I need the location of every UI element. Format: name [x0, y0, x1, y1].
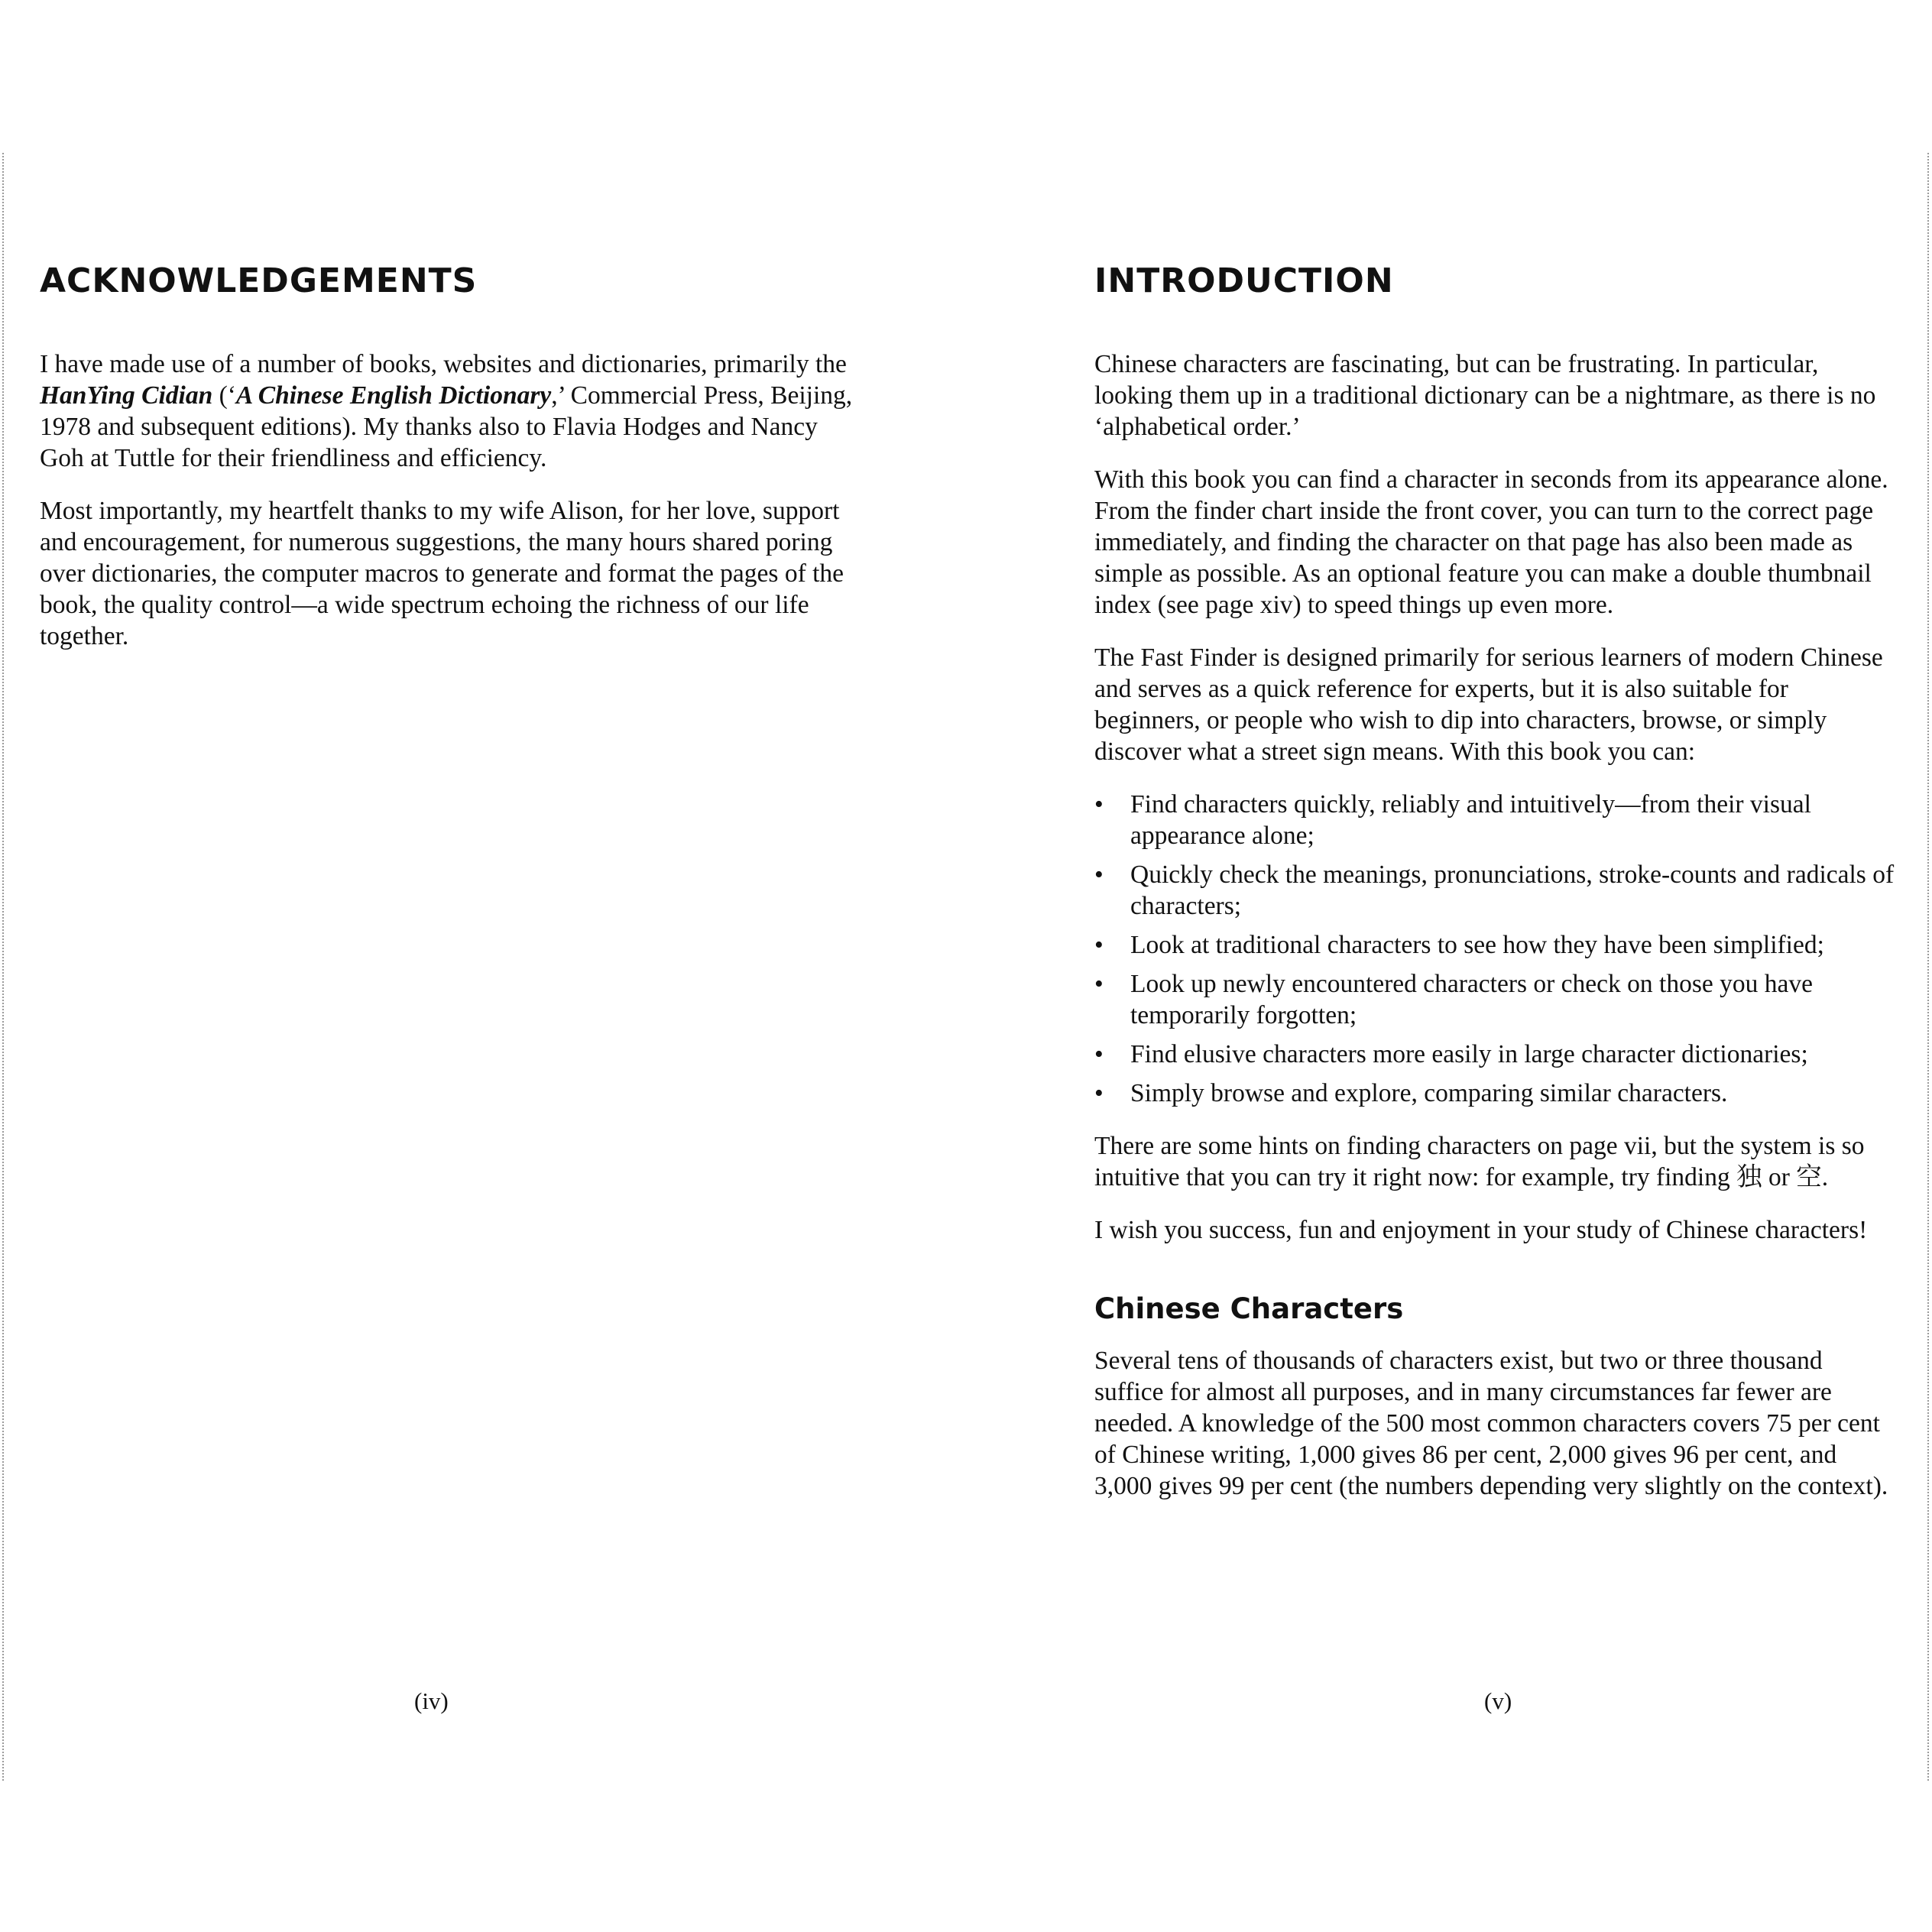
dictionary-subtitle: A Chinese English Dictionary — [235, 381, 552, 410]
bullet-icon: • — [1094, 970, 1104, 998]
left-page — [40, 0, 857, 1932]
list-item-text: Quickly check the meanings, pronunciations, stroke-counts and radicals of characters; — [1130, 861, 1895, 920]
page-number-right: (v) — [1484, 1687, 1512, 1714]
p1-quote-open: (‘ — [212, 381, 236, 410]
chinese-characters-subheading: Chinese Characters — [1094, 1292, 1404, 1325]
left-page-edge — [2, 153, 4, 1781]
list-item — [1094, 859, 1897, 922]
right-page-edge — [1927, 153, 1929, 1781]
introduction-body — [1094, 348, 1897, 1523]
list-item-text: Find elusive characters more easily in large character dictionaries; — [1130, 1040, 1808, 1068]
list-item — [1094, 1078, 1897, 1109]
chinese-characters-paragraph: Several tens of thousands of characters exist, but two or three thousand suffice for almost all purposes, and in many circumstances far fewer are needed. A knowledge of the 500 most common characters covers 75 per cent of Chinese writing, 1,000 gives 86 per cent, 2,000 gives 96 per cent, and 3,000 gives 99 per cent (the numbers depending very slightly on the context). — [1094, 1347, 1888, 1500]
dictionary-title: HanYing Cidian — [40, 381, 213, 410]
bullet-icon: • — [1094, 931, 1104, 959]
p1-text-after-title: ,’ Commercial Press, Beijing, 1978 and subsequent editions). My thanks also to Flavia Hodges and Nancy Goh at Tuttle for their friendliness and efficiency. — [40, 381, 853, 472]
bullet-icon: • — [1094, 1040, 1104, 1068]
bullet-icon: • — [1094, 790, 1104, 819]
list-item — [1094, 968, 1897, 1031]
acknowledgements-paragraph-1 — [40, 348, 857, 474]
list-item — [1094, 929, 1897, 961]
acknowledgements-paragraph-2: Most importantly, my heartfelt thanks to my wife Alison, for her love, support and encouragement, for numerous suggestions, the many hours shared poring over dictionaries, the computer macros to generate and format the pages of the book, the quality control—a wide spectrum echoing the richness of our life together. — [40, 497, 844, 650]
list-item-text: Look at traditional characters to see how they have been simplified; — [1130, 931, 1824, 959]
list-item-text: Simply browse and explore, comparing similar characters. — [1130, 1079, 1728, 1107]
list-item-text: Find characters quickly, reliably and intuitively—from their visual appearance alone; — [1130, 790, 1811, 850]
introduction-paragraph-3: The Fast Finder is designed primarily for serious learners of modern Chinese and serves as a quick reference for experts, but it is also suitable for beginners, or people who wish to dip into characters, browse, or simply discover what a street sign means. With this book you can: — [1094, 643, 1883, 766]
introduction-paragraph-1: Chinese characters are fascinating, but can be frustrating. In particular, looking them up in a traditional dictionary can be a nightmare, as there is no ‘alphabetical order.’ — [1094, 350, 1876, 441]
list-item — [1094, 789, 1897, 851]
bullet-icon: • — [1094, 861, 1104, 889]
features-list — [1094, 789, 1897, 1109]
acknowledgements-body — [40, 348, 857, 673]
introduction-paragraph-5: I wish you success, fun and enjoyment in your study of Chinese characters! — [1094, 1216, 1868, 1244]
acknowledgements-heading: ACKNOWLEDGEMENTS — [40, 261, 478, 300]
list-item — [1094, 1039, 1897, 1070]
right-page — [1094, 0, 1897, 1932]
introduction-heading: INTRODUCTION — [1094, 261, 1394, 300]
introduction-paragraph-4: There are some hints on finding characters on page vii, but the system is so intuitive that you can try it right now: for example, try finding 独 or 空. — [1094, 1132, 1865, 1191]
list-item-text: Look up newly encountered characters or check on those you have temporarily forgotten; — [1130, 970, 1813, 1029]
page-number-left: (iv) — [414, 1687, 449, 1714]
introduction-paragraph-2: With this book you can find a character in seconds from its appearance alone. From the finder chart inside the front cover, you can turn to the correct page immediately, and finding the character on that page has also been made as simple as possible. As an optional feature you can make a double thumbnail index (see page xiv) to speed things up even more. — [1094, 465, 1888, 619]
p1-text-before-title: I have made use of a number of books, websites and dictionaries, primarily the — [40, 350, 847, 378]
bullet-icon: • — [1094, 1079, 1104, 1107]
